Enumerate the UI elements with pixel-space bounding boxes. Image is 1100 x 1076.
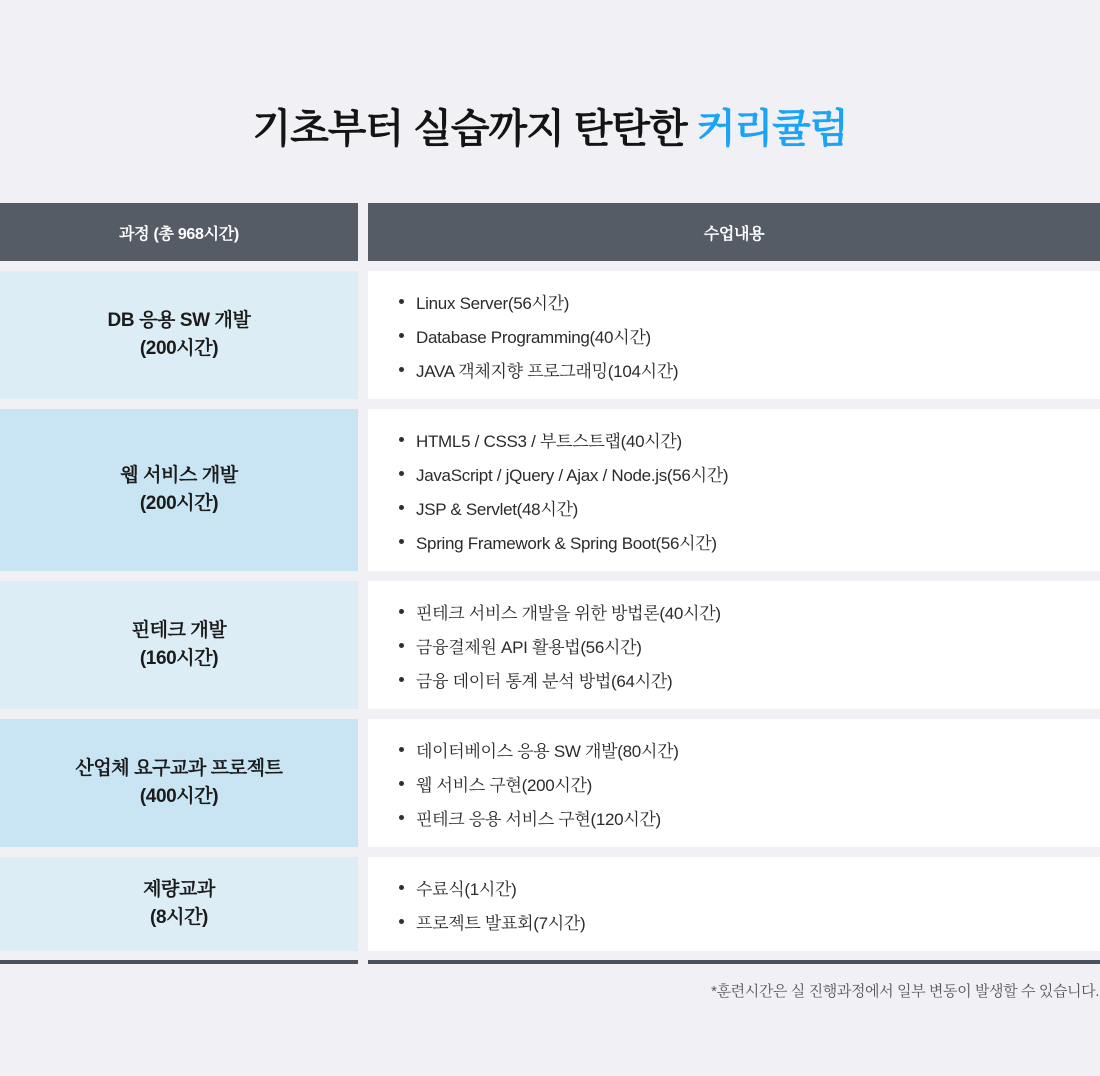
- table-row: [0, 271, 1100, 399]
- bullet-icon: [399, 437, 404, 442]
- lesson-item: [399, 732, 679, 766]
- page-title-black: 기초부터 실습까지 탄탄한: [252, 107, 697, 151]
- lesson-item: [399, 800, 679, 834]
- bullet-icon: [399, 367, 404, 372]
- bullet-icon: [399, 747, 404, 752]
- course-name: 핀테크 개발: [131, 620, 227, 641]
- course-name: 웹 서비스 개발: [120, 465, 238, 486]
- bullet-icon: [399, 609, 404, 614]
- course-hours: (160시간): [139, 648, 219, 669]
- lesson-item: [399, 904, 585, 938]
- course-hours: (200시간): [139, 338, 219, 359]
- table-row: [0, 719, 1100, 847]
- bullet-icon: [399, 299, 404, 304]
- table-row: [0, 409, 1100, 571]
- lesson-item-label: 금융 데이터 통계 분석 방법(64시간): [416, 671, 673, 691]
- bottom-rule-right-segment: [368, 960, 1100, 964]
- lesson-item-label: JSP & Servlet(48시간): [416, 499, 578, 519]
- lesson-list: [399, 594, 721, 696]
- lesson-item: [399, 628, 721, 662]
- page-title: [0, 0, 1100, 154]
- lesson-list: [399, 422, 728, 558]
- lesson-item-label: 데이터베이스 응용 SW 개발(80시간): [416, 741, 679, 761]
- bullet-icon: [399, 471, 404, 476]
- course-label: [108, 307, 251, 363]
- lesson-item-label: 핀테크 서비스 개발을 위한 방법론(40시간): [416, 603, 721, 623]
- course-label: [75, 755, 282, 811]
- course-label: [132, 617, 227, 673]
- table-row: [0, 857, 1100, 951]
- lesson-item-label: 수료식(1시간): [416, 879, 517, 899]
- course-label: [120, 462, 237, 518]
- bullet-icon: [399, 643, 404, 648]
- course-cell: [0, 409, 358, 571]
- lesson-item: [399, 422, 728, 456]
- bullet-icon: [399, 677, 404, 682]
- course-label: [143, 876, 215, 932]
- content-cell: [368, 857, 1100, 951]
- curriculum-table: [0, 203, 1100, 951]
- lesson-item-label: 금융결제원 API 활용법(56시간): [416, 637, 642, 657]
- lesson-list: [399, 284, 678, 386]
- table-row: [0, 581, 1100, 709]
- lesson-item-label: JAVA 객체지향 프로그래밍(104시간): [416, 361, 679, 381]
- page-title-accent: 커리큘럼: [696, 107, 848, 151]
- lesson-item: [399, 594, 721, 628]
- header-course-column: 과정 (총 968시간): [0, 203, 358, 261]
- lesson-item: [399, 766, 679, 800]
- course-cell: [0, 271, 358, 399]
- course-hours: (400시간): [139, 786, 219, 807]
- course-cell: [0, 857, 358, 951]
- lesson-item: [399, 870, 585, 904]
- course-cell: [0, 581, 358, 709]
- lesson-item-label: Spring Framework & Spring Boot(56시간): [416, 533, 717, 553]
- table-bottom-rule: [0, 960, 1100, 964]
- lesson-item-label: 프로젝트 발표회(7시간): [416, 913, 586, 933]
- bullet-icon: [399, 885, 404, 890]
- content-cell: [368, 719, 1100, 847]
- bullet-icon: [399, 919, 404, 924]
- course-hours: (200시간): [139, 493, 219, 514]
- lesson-list: [399, 870, 585, 938]
- lesson-item: [399, 524, 728, 558]
- lesson-item: [399, 284, 678, 318]
- bullet-icon: [399, 333, 404, 338]
- header-content-column: 수업내용: [368, 203, 1100, 261]
- course-name: DB 응용 SW 개발: [107, 310, 251, 331]
- content-cell: [368, 271, 1100, 399]
- bullet-icon: [399, 815, 404, 820]
- lesson-item: [399, 490, 728, 524]
- course-hours: (8시간): [150, 907, 208, 928]
- course-name: 산업체 요구교과 프로젝트: [75, 758, 283, 779]
- lesson-item: [399, 352, 678, 386]
- lesson-item-label: HTML5 / CSS3 / 부트스트랩(40시간): [416, 431, 682, 451]
- lesson-item-label: 웹 서비스 구현(200시간): [416, 775, 593, 795]
- course-cell: [0, 719, 358, 847]
- bullet-icon: [399, 539, 404, 544]
- lesson-list: [399, 732, 679, 834]
- footnote: *훈련시간은 실 진행과정에서 일부 변동이 발생할 수 있습니다.: [711, 983, 1099, 1000]
- lesson-item-label: 핀테크 응용 서비스 구현(120시간): [416, 809, 661, 829]
- bullet-icon: [399, 781, 404, 786]
- bottom-rule-left-segment: [0, 960, 358, 964]
- lesson-item-label: Database Programming(40시간): [416, 327, 651, 347]
- lesson-item-label: JavaScript / jQuery / Ajax / Node.js(56시간): [416, 465, 729, 485]
- course-name: 제량교과: [143, 879, 215, 900]
- bullet-icon: [399, 505, 404, 510]
- lesson-item: [399, 662, 721, 696]
- lesson-item: [399, 318, 678, 352]
- lesson-item-label: Linux Server(56시간): [416, 293, 570, 313]
- lesson-item: [399, 456, 728, 490]
- table-header-row: [0, 203, 1100, 261]
- content-cell: [368, 581, 1100, 709]
- content-cell: [368, 409, 1100, 571]
